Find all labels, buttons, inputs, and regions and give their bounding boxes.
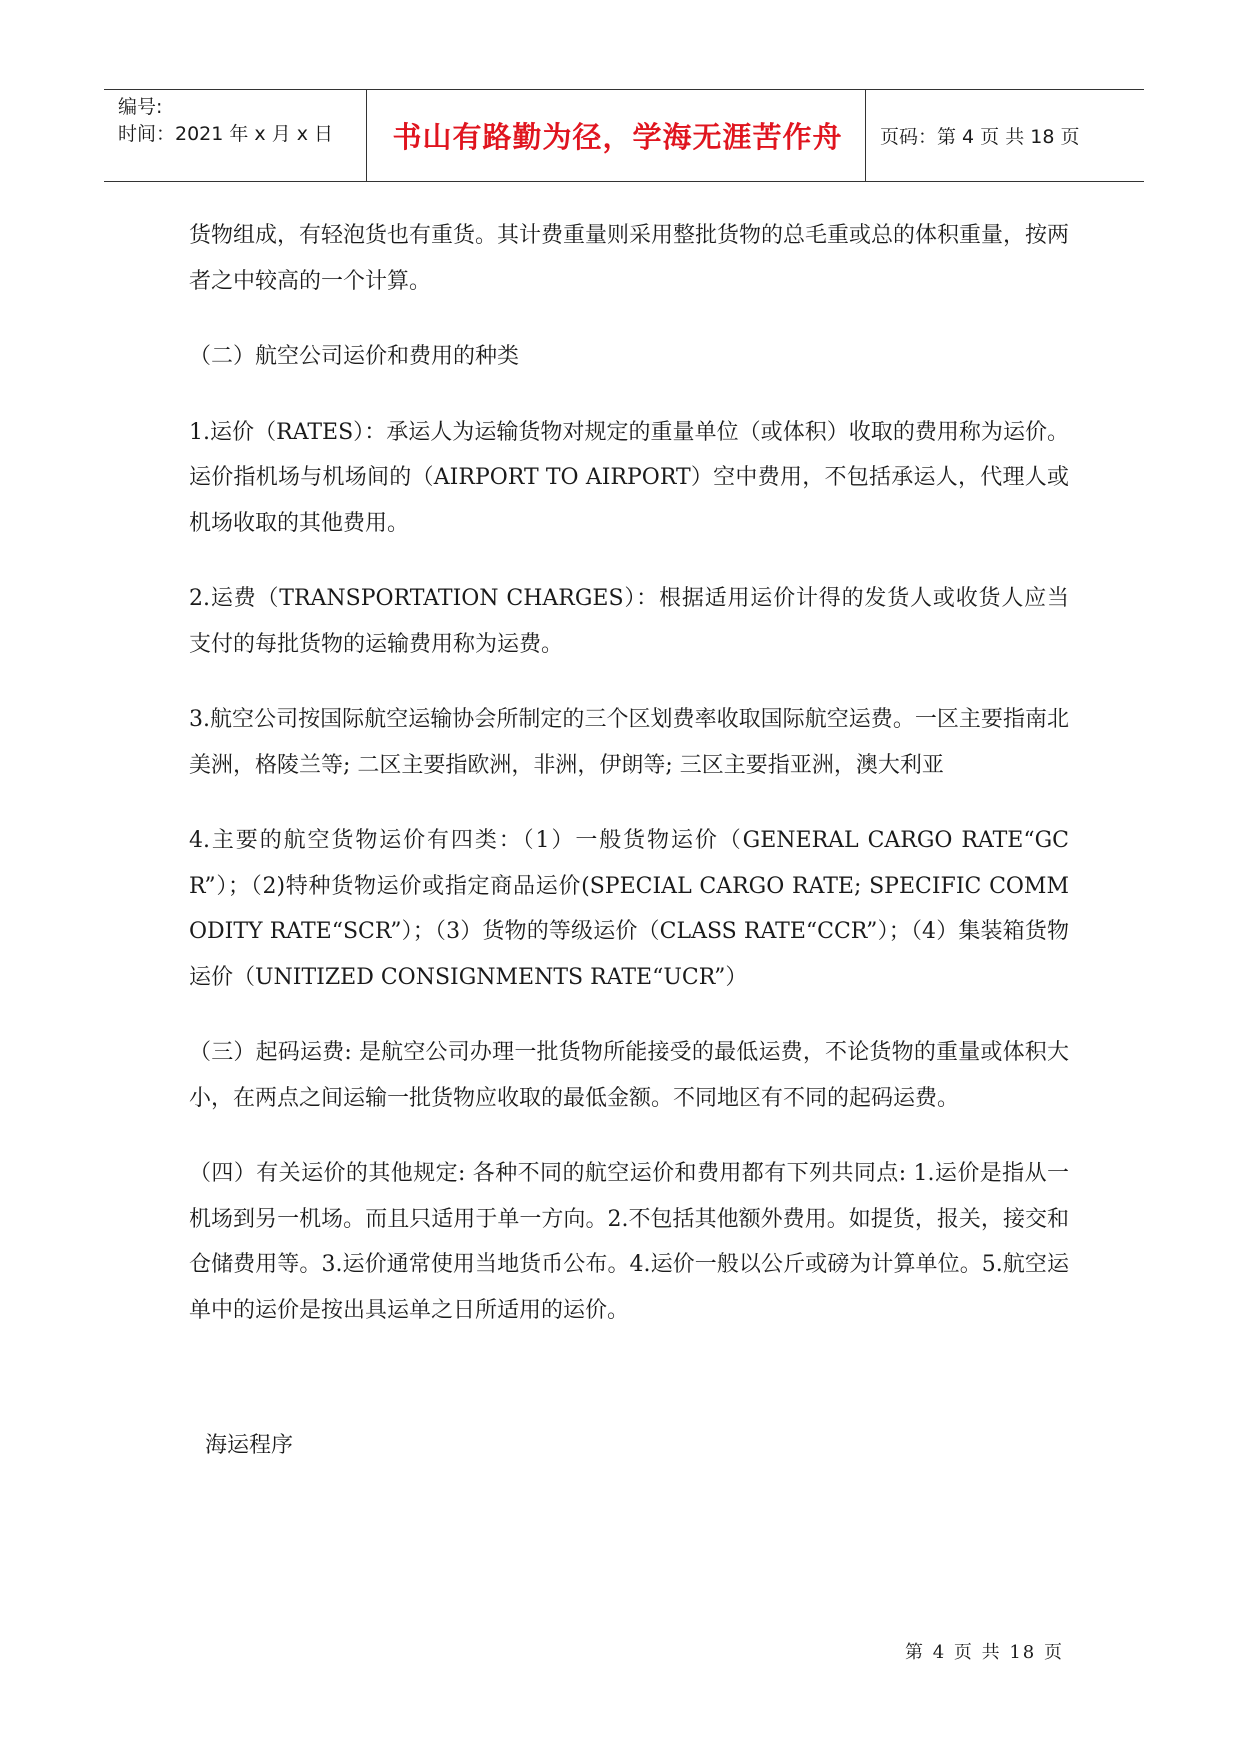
header-divider bbox=[366, 90, 367, 181]
paragraph: 1.运价（RATES）：承运人为运输货物对规定的重量单位（或体积）收取的费用称为运价。运价指机场与机场间的（AIRPORT TO AIRPORT）空中费用，不包括承运人，代理人或机场收取的其他费用。 bbox=[189, 419, 1069, 536]
document-body bbox=[189, 213, 1069, 1468]
header-meta bbox=[118, 90, 368, 181]
page-info: 页码：第 4 页 共 18 页 bbox=[880, 126, 1080, 148]
header-motto-cell bbox=[370, 90, 865, 181]
section-title: 海运程序 bbox=[205, 1433, 294, 1458]
paragraph-subheading: （二）航空公司运价和费用的种类 bbox=[189, 344, 520, 369]
code-label: 编号: bbox=[118, 96, 163, 118]
paragraph: 3.航空公司按国际航空运输协会所制定的三个区划费率收取国际航空运费。一区主要指南北美洲，格陵兰等; 二区主要指欧洲，非洲，伊朗等; 三区主要指亚洲，澳大利亚 bbox=[189, 707, 1069, 778]
time-label: 时间：2021 年 x 月 x 日 bbox=[118, 123, 334, 145]
header-divider bbox=[865, 90, 866, 181]
paragraph: （四）有关运价的其他规定: 各种不同的航空运价和费用都有下列共同点: 1.运价是指从一机场到另一机场。而且只适用于单一方向。2.不包括其他额外费用。如提货，报关，接交和仓储费用等。3.运价通常使用当地货币公布。4.运价一般以公斤或磅为计算单位。5.航空运单中的运价是按出具运单之日所适用的运价。 bbox=[189, 1161, 1069, 1323]
motto: 书山有路勤为径，学海无涯苦作舟 bbox=[392, 120, 843, 154]
paragraph: （三）起码运费: 是航空公司办理一批货物所能接受的最低运费，不论货物的重量或体积大小，在两点之间运输一批货物应收取的最低金额。不同地区有不同的起码运费。 bbox=[189, 1040, 1069, 1111]
page-header bbox=[104, 89, 1144, 182]
paragraph: 4.主要的航空货物运价有四类：（1）一般货物运价（GENERAL CARGO RATE“GCR”）；（2)特种货物运价或指定商品运价(SPECIAL CARGO RATE; SPECIFIC COMMODITY RATE“SCR”）；（3）货物的等级运价（CLASS RATE“CCR”）；（4）集装箱货物运价（UNITIZED CONSIGNMENTS RATE“UCR”） bbox=[189, 828, 1069, 990]
paragraph: 2.运费（TRANSPORTATION CHARGES）：根据适用运价计得的发货人或收货人应当支付的每批货物的运输费用称为运费。 bbox=[189, 586, 1069, 657]
header-page-cell bbox=[870, 90, 1150, 181]
page-footer: 第 4 页 共 18 页 bbox=[905, 1642, 1064, 1663]
paragraph: 货物组成，有轻泡货也有重货。其计费重量则采用整批货物的总毛重或总的体积重量，按两者之中较高的一个计算。 bbox=[189, 223, 1070, 294]
